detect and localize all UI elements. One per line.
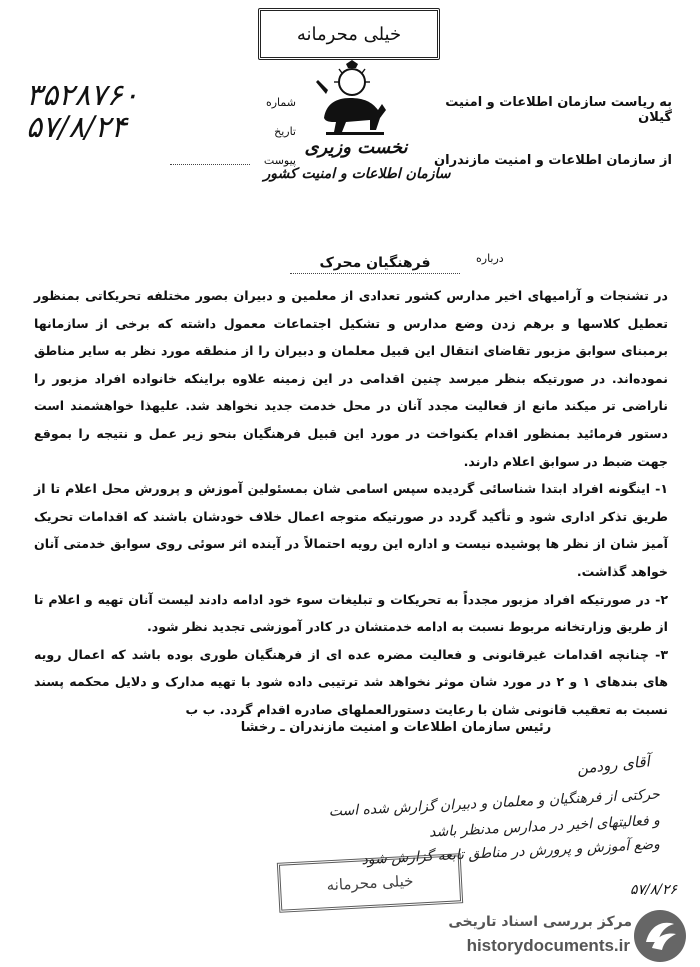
handwritten-line-2: و فعالیتهای اخیر در مدارس مدنظر باشد bbox=[428, 812, 661, 841]
confidential-stamp: خیلی محرمانه bbox=[258, 8, 440, 60]
body-item-1: ۱- اینگونه افراد ابتدا شناسائی گردیده سپس اسامی شان بمسئولین آموزش و پرورش محل اعلام تا از طریق تذکر اداری شود و تأکید گردد در صورتیکه متوجه اعمال خلاف خودشان باشند که اقدامات تحریک آمیز شان از نظر ها پوشیده نیست و اداره این رویه احتمالاً در آینده اثر سوئی روی سوابق خدمتی آنان خواهد گذاشت. bbox=[34, 481, 668, 579]
from-value: سازمان اطلاعات و امنیت مازندران bbox=[434, 153, 656, 168]
subject: فرهنگیان محرک bbox=[290, 255, 460, 274]
subject-label: درباره bbox=[476, 252, 504, 265]
attachment-label: پیوست bbox=[263, 154, 296, 167]
watermark-url: historydocuments.ir bbox=[466, 936, 630, 955]
lion-and-sun-emblem-icon bbox=[306, 60, 396, 136]
archive-logo-icon bbox=[632, 908, 688, 964]
handwritten-date: ۵۷/۸/۲۶ bbox=[630, 882, 678, 898]
number-value: ۳۵۲۸۷۶۰ bbox=[26, 78, 139, 113]
org-subtitle: سازمان اطلاعات و امنیت کشور bbox=[263, 166, 451, 182]
handwritten-addressee: آقای رودمن bbox=[576, 752, 651, 778]
date-label: تاریخ bbox=[274, 125, 296, 138]
body-item-3: ۳- چنانچه اقدامات غیرقانونی و فعالیت مضره عده ای از فرهنگیان طوری بوده باشد که اعمال رویه های بندهای ۱ و ۲ در مورد شان موثر نخواهد شد ترتیبی داده شود با تهیه مدارک و دلایل محکمه پسند نسبت به تعقیب قانونی شان با رعایت دستورالعملهای صادره اقدام گردد. ب ب bbox=[34, 646, 668, 717]
attachment-dots bbox=[170, 164, 250, 165]
body-paragraph: در تشنجات و آرامیهای اخیر مدارس کشور تعدادی از معلمین و دبیران بصور مختلفه تحریکاتی بمنظور تعطیل کلاسها و برهم زدن وضع مدارس و تشکیل اجتماعات معمول داشته که برخی از سازمانها برمبنای سوابق مزبور تقاضای انتقال این قبیل معلمان و دبیران را از منطقه مورد نظر به سایر مناطق نموده‌اند. در صورتیکه بنظر میرسد چنین اقدامی در این زمینه علاوه براینکه خانواده افراد مزبور را ناراضی تر میکند مانع از فعالیت مجدد آنان در محل خدمت جدید نخواهد شد. علیهذا خواهشمند است دستور فرمائید بمنظور اقدام یکنواخت در مورد این قبیل فرهنگیان بنحو زیر عمل و نتیجه را بموقع جهت ضبط در سوابق اعلام دارند. bbox=[34, 288, 668, 469]
from-label: از bbox=[660, 153, 672, 168]
date-value: ۵۷/۸/۲۴ bbox=[26, 110, 127, 145]
sender bbox=[422, 153, 672, 168]
signature-line: رئیس سازمان اطلاعات و امنیت مازندران ـ رخشا bbox=[240, 720, 552, 735]
to-label: به bbox=[659, 95, 672, 110]
letter-body bbox=[34, 282, 668, 724]
org-title: نخست وزیری bbox=[304, 137, 408, 158]
watermark-text: مرکز بررسی اسناد تاریخی bbox=[448, 914, 632, 930]
recipient bbox=[422, 95, 672, 125]
confidential-stamp-bottom: خیلی محرمانه bbox=[277, 853, 463, 913]
handwritten-line-3: وضع آموزش و پرورش در مناطق تابعه گزارش شود bbox=[361, 836, 661, 869]
body-item-2: ۲- در صورتیکه افراد مزبور مجدداً به تحریکات و تبلیغات سوء خود ادامه دادند لیست آنان تهیه و اعلام تا از طریق وزارتخانه مربوط نسبت به ادامه خدمتشان در کادر آموزشی تجدید نظر شود. bbox=[34, 591, 668, 635]
to-value: ریاست سازمان اطلاعات و امنیت گیلان bbox=[445, 95, 672, 125]
handwritten-line-1: حرکتی از فرهنگیان و معلمان و دبیران گزارش شده است bbox=[328, 786, 661, 820]
number-label: شماره bbox=[265, 96, 296, 109]
